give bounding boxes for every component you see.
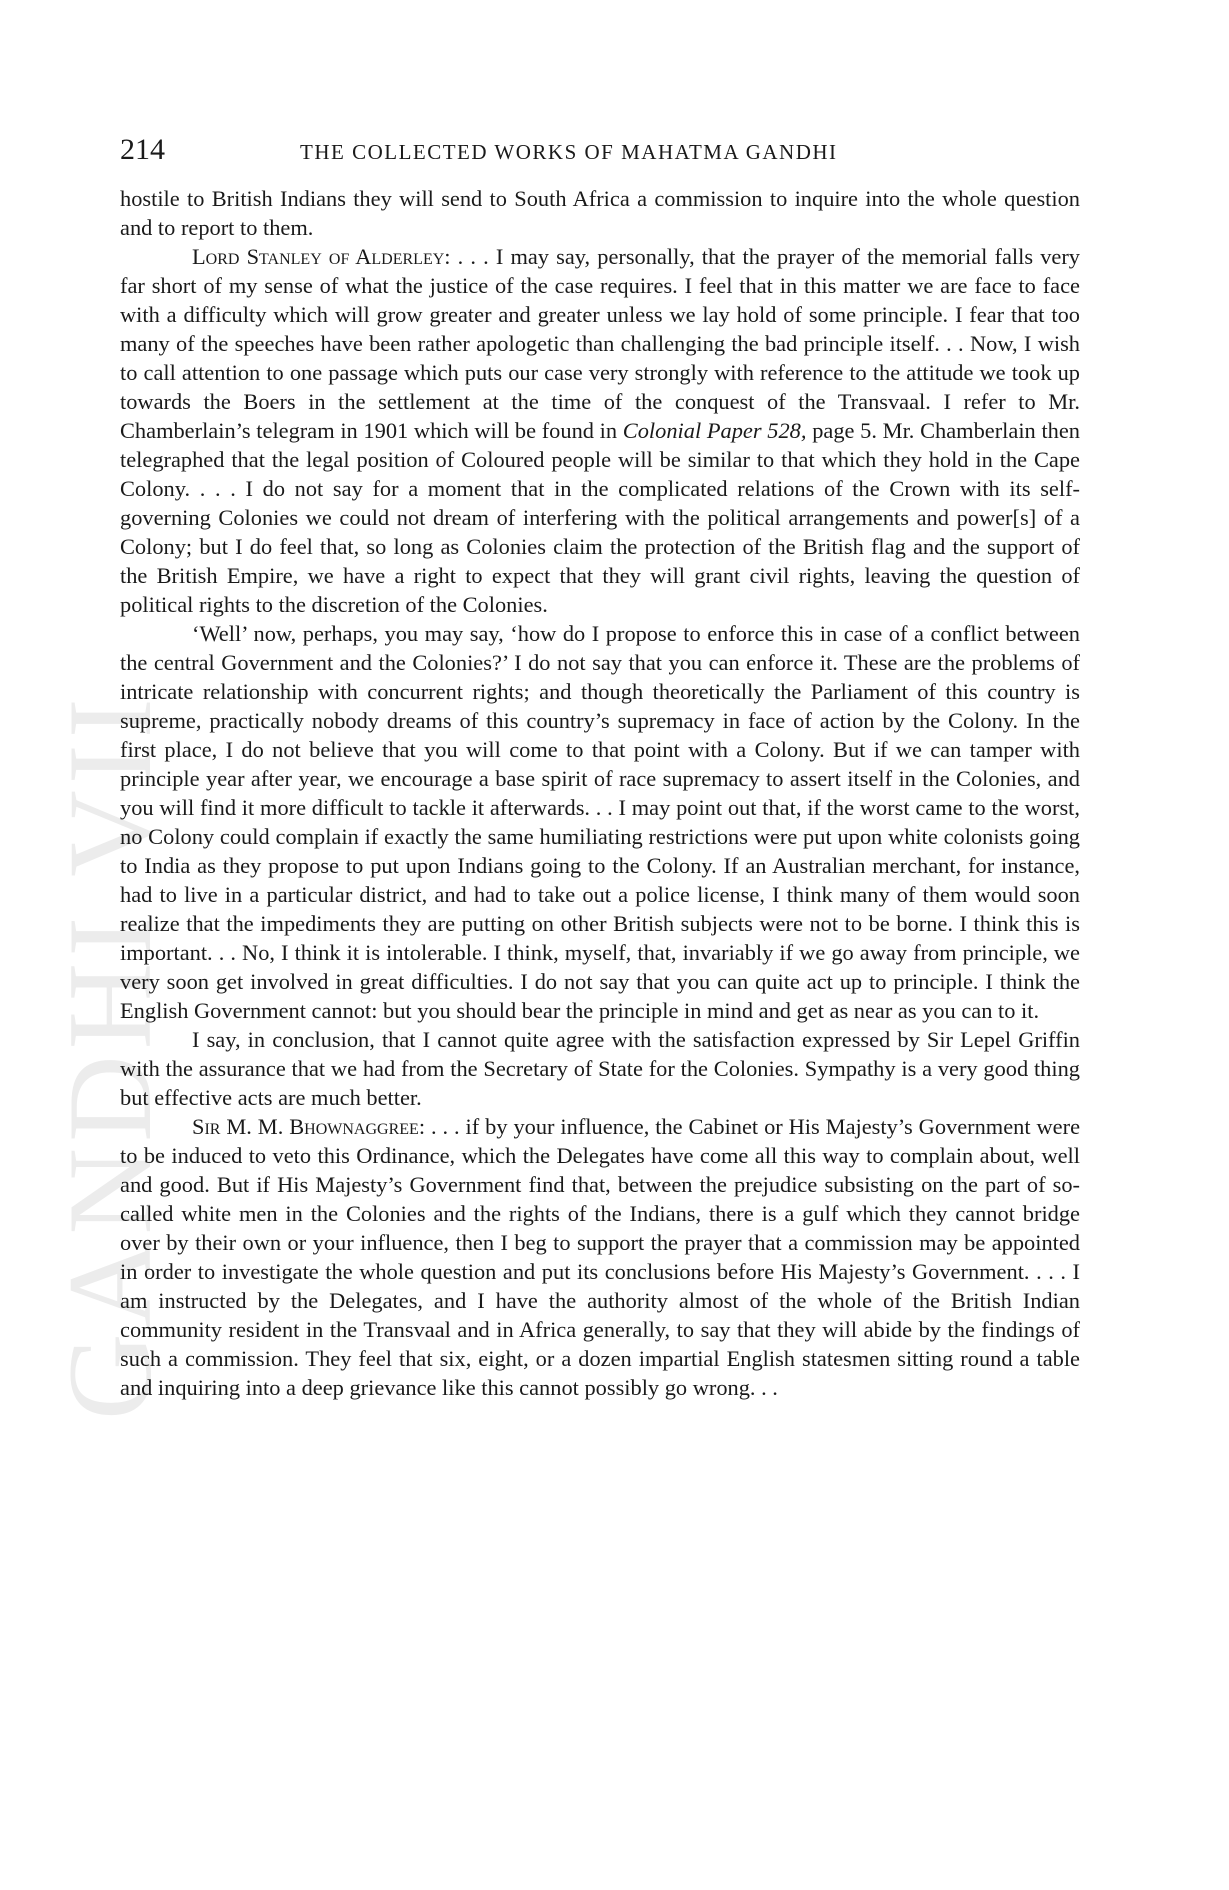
page-number: 214 xyxy=(120,133,165,166)
speaker-name: Sir M. M. Bhownaggree xyxy=(192,1114,419,1139)
paragraph-3: ‘Well’ now, perhaps, you may say, ‘how do I propose to enforce this in case of a conflict between the central Government and the Colonies?’ I do not say that you can enforce it. These are the problems of intricate relationship with concurrent rights; and though theoretically the Parliament of this country is supreme, practically nobody dreams of this country’s supremacy in face of action by the Colony. In the first place, I do not believe that you will come to that point with a Colony. But if we can tamper with principle year after year, we encourage a base spirit of race supremacy to assert itself in the Colonies, and you will find it more difficult to tackle it afterwards. . . I may point out that, if the worst came to the worst, no Colony could complain if exactly the same humiliating restrictions were put upon white colonists going to India as they propose to put upon Indians going to the Colony. If an Australian merchant, for instance, had to live in a particular district, and had to take out a police license, I think many of them would soon realize that the impediments they are putting on other British subjects were not to be borne. I think this is important. . . No, I think it is intolerable. I think, myself, that, invariably if we go away from principle, we very soon get involved in great difficulties. I do not say that you can quite act up to principle. I think the English Government cannot: but you should bear the principle in mind and get as near as you can to it. xyxy=(120,621,1080,1023)
speaker-name: Lord Stanley of Alderley: xyxy=(192,244,451,269)
paragraph-5 xyxy=(120,1112,1080,1402)
running-head: THE COLLECTED WORKS OF MAHATMA GANDHI xyxy=(300,140,838,164)
speech-text-continued: page 5. Mr. Chamberlain then telegraphed that the legal position of Coloured people will be similar to that which they hold in the Cape Colony. . . . I do not say for a moment that in the complicated relations of the Crown with its self-governing Colonies we could not dream of interfering with the political arrangements and power[s] of a Colony; but I do feel that, so long as Colonies claim the protection of the British flag and the support of the British Empire, we have a right to expect that they will grant civil rights, leaving the question of political rights to the discretion of the Colonies. xyxy=(120,418,1080,617)
italic-citation: Colonial Paper 528, xyxy=(622,418,807,443)
watermark: GANDHI VII xyxy=(43,692,176,1420)
paragraph-1: hostile to British Indians they will send to South Africa a commission to inquire into the whole question and to report to them. xyxy=(120,186,1080,240)
speech-text: . . . I may say, personally, that the prayer of the memorial falls very far short of my sense of what the justice of the case requires. I feel that in this matter we are face to face with a difficulty which will grow greater and greater unless we lay hold of some principle. I fear that too many of the speeches have been rather apologetic than challenging the bad principle itself. . . Now, I wish to call attention to one passage which puts our case very strongly with reference to the attitude we took up towards the Boers in the settlement at the time of the conquest of the Transvaal. I refer to Mr. Chamberlain’s telegram in 1901 which will be found in xyxy=(120,244,1081,443)
paragraph-4: I say, in conclusion, that I cannot quite agree with the satisfaction expressed by Sir Lepel Griffin with the assurance that we had from the Secretary of State for the Colonies. Sympathy is a very good thing but effective acts are much better. xyxy=(120,1027,1080,1110)
speech-text: : . . . if by your influence, the Cabinet or His Majesty’s Government were to be induced to veto this Ordinance, which the Delegates have come all this way to complain about, well and good. But if His Majesty’s Government find that, between the prejudice subsisting on the part of so-called white men in the Colonies and the rights of the Indians, there is a gulf which they cannot bridge over by their own or your influence, then I beg to support the prayer that a commission may be appointed in order to investigate the whole question and put its conclusions before His Majesty’s Government. . . . I am instructed by the Delegates, and I have the authority almost of the whole of the British Indian community resident in the Transvaal and in Africa generally, to say that they will abide by the findings of such a commission. They feel that six, eight, or a dozen impartial English statesmen sitting round a table and inquiring into a deep grievance like this cannot possibly go wrong. . . xyxy=(120,1114,1081,1400)
paragraph-2 xyxy=(120,242,1080,619)
body-text xyxy=(120,184,1080,1402)
page-header xyxy=(120,130,1080,170)
